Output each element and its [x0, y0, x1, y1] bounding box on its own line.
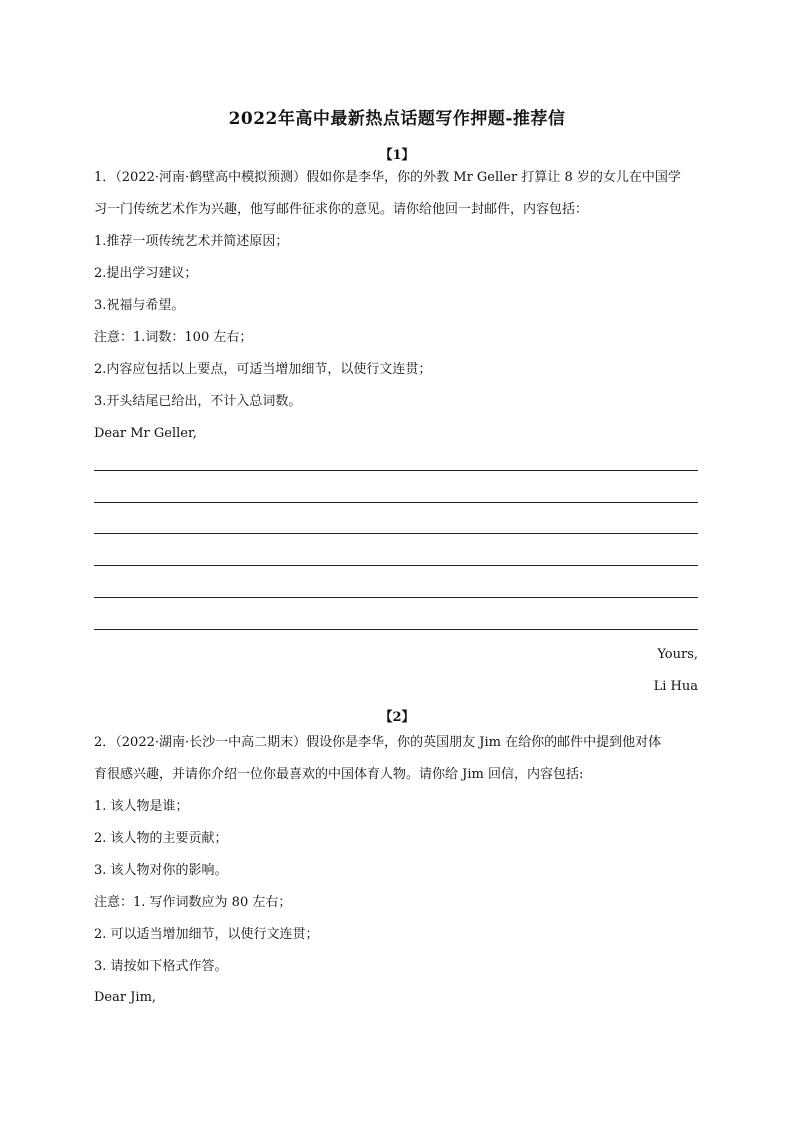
question-1-intro-line-1: 1．（2022·河南·鹤壁高中模拟预测）假如你是李华，你的外教 Mr Geller 打算让 8 岁的女儿在中国学	[94, 170, 681, 185]
question-2-note-1: 注意：1. 写作词数应为 80 左右；	[94, 895, 292, 910]
question-1-note-3: 3.开头结尾已给出，不计入总词数。	[94, 394, 302, 409]
question-2-salutation: Dear Jim,	[94, 990, 157, 1005]
document-title: 2022年高中最新热点话题写作押题-推荐信	[228, 109, 566, 129]
question-1-closing: Yours,	[657, 647, 698, 662]
question-2-marker: 【2】	[379, 710, 415, 725]
question-2-intro-line-2: 育很感兴趣，并请你介绍一位你最喜欢的中国体育人物。请你给 Jim 回信，内容包括:	[94, 767, 584, 782]
question-1-note-1: 注意：1.词数：100 左右；	[94, 330, 253, 345]
question-2-intro-line-1: 2．（2022·湖南·长沙一中高二期末）假设你是李华，你的英国朋友 Jim 在给你的邮件中提到他对体	[94, 735, 662, 750]
answer-line	[94, 565, 698, 566]
question-1-point-1: 1.推荐一项传统艺术并简述原因；	[94, 234, 289, 249]
question-2-note-2: 2. 可以适当增加细节，以使行文连贯；	[94, 927, 319, 942]
answer-line	[94, 597, 698, 598]
question-1-salutation: Dear Mr Geller,	[94, 426, 197, 441]
question-1-signature: Li Hua	[653, 679, 698, 694]
question-2-point-3: 3. 该人物对你的影响。	[94, 863, 228, 878]
question-2-point-2: 2. 该人物的主要贡献；	[94, 831, 228, 846]
question-1-intro-line-2: 习一门传统艺术作为兴趣，他写邮件征求你的意见。请你给他回一封邮件，内容包括：	[94, 202, 589, 217]
answer-line	[94, 470, 698, 471]
answer-line	[94, 502, 698, 503]
question-1-note-2: 2.内容应包括以上要点，可适当增加细节，以使行文连贯；	[94, 362, 432, 377]
question-2-note-3: 3. 请按如下格式作答。	[94, 959, 228, 974]
question-1-marker: 【1】	[379, 148, 415, 163]
question-1-point-3: 3.祝福与希望。	[94, 298, 185, 313]
question-1-point-2: 2.提出学习建议；	[94, 266, 198, 281]
question-2-point-1: 1. 该人物是谁；	[94, 799, 189, 814]
answer-line	[94, 629, 698, 630]
answer-line	[94, 533, 698, 534]
